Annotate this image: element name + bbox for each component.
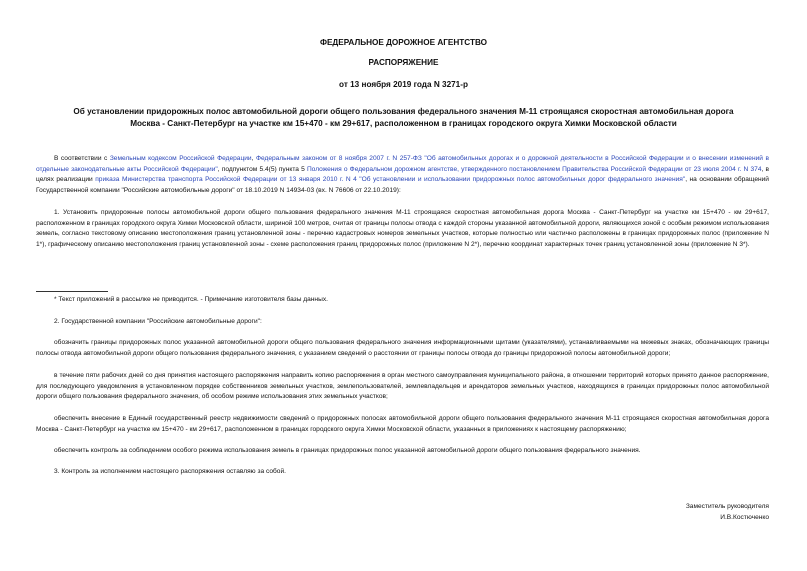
- item-2-paragraph: [36, 317, 769, 328]
- agency-name: ФЕДЕРАЛЬНОЕ ДОРОЖНОЕ АГЕНТСТВО: [319, 38, 488, 47]
- footnote-divider: [36, 291, 108, 292]
- signatory-position: Заместитель руководителя: [685, 503, 769, 510]
- item-2-text: 2. Государственной компании "Российские автомобильные дороги":: [54, 318, 262, 325]
- document-type: РАСПОРЯЖЕНИЕ: [368, 58, 439, 67]
- document-title-line-2: Москва - Санкт-Петербург на участке км 15+470 - км 29+617, расположенном в границах городского округа Химки Московской области: [130, 119, 677, 128]
- item-3-text: 3. Контроль за исполнением настоящего распоряжения оставляю за собой.: [54, 468, 286, 475]
- document-date-number: от 13 ноября 2019 года N 3271-р: [339, 80, 468, 89]
- preamble-text-1: В соответствии с: [54, 155, 110, 162]
- item-1-text: 1. Установить придорожные полосы автомобильной дороги общего пользования федерального значения М-11 строящаяся скоростная автомобильная дорога Москва - Санкт-Петербург на участке км 15+470 - км 29+617, расположенном в границах городского округа Химки Московской области, шириной 100 метров, считая от границы полосы отвода с каждой стороны указанной автомобильной дороги, являющихся зоной с особым режимом использования земель, согласно текстовому описанию местоположения границ установленной зоны - перечню кадастровых номеров земельных участков, которые полностью или частично расположены в границах придорожных полос (приложение N 1*), графическому описанию местоположения границ установленной зоны - схеме расположения границ придорожных полос (приложение N 2*), перечню координат характерных точек границ установленной зоны (приложение N 3*).: [36, 209, 769, 248]
- item-2-sub-a: [36, 338, 769, 359]
- ministry-order-link[interactable]: приказа Министерства транспорта Российской Федерации от 13 января 2010 г. N 4 "Об установлении и использовании придорожных полос автомобильных дорог федерального значения": [95, 176, 686, 184]
- preamble-text-2: ,: [251, 155, 256, 162]
- preamble-text-4: , в целях реализации: [36, 165, 769, 184]
- item-1-paragraph: [36, 208, 769, 250]
- item-2-sub-d-text: обеспечить контроль за соблюдением особого режима использования земель в границах придорожных полос указанной автомобильной дороги общего пользования федерального значения.: [54, 447, 641, 454]
- regulation-link[interactable]: Положения о Федеральном дорожном агентстве, утвержденного постановлением Правительства Российской Федерации от 23 июля 2004 г. N 374: [306, 165, 762, 173]
- footnote-paragraph: [36, 295, 769, 306]
- item-2-sub-b-text: в течение пяти рабочих дней со дня принятия настоящего распоряжения направить копию распоряжения в орган местного самоуправления муниципального района, в отношении территорий которых принято данное распоряжение, для последующего уведомления в установленном порядке собственников земельных участков, землепользователей, землевладельцев и арендаторов земельных участков, находящихся в границах придорожных полос автомобильной дороги общего пользования федерального значения, об особом режиме использования этих земельных участков;: [36, 372, 769, 401]
- item-2-sub-b: [36, 371, 769, 403]
- preamble-paragraph: [36, 154, 769, 196]
- item-2-sub-d: [36, 446, 769, 457]
- footnote-text: * Текст приложений в рассылке не приводится. - Примечание изготовителя базы данных.: [54, 296, 328, 303]
- item-2-sub-c: [36, 414, 769, 435]
- preamble-text-3: , подпунктом 5.4(5) пункта 5: [217, 165, 307, 173]
- item-2-sub-a-text: обозначить границы придорожных полос указанной автомобильной дороги общего пользования федерального значения информационными щитами (указателями), устанавливаемыми на межевых знаках, обозначающих границы полосы отвода автомобильной дороги общего пользования федерального значения, с указанием сведений о расстоянии от границы полосы отвода до границы придорожной полосы автомобильной дороги;: [36, 339, 769, 357]
- item-2-sub-c-text: обеспечить внесение в Единый государственный реестр недвижимости сведений о придорожных полосах автомобильной дороги общего пользования федерального значения М-11 строящаяся скоростная автомобильная дорога Москва - Санкт-Петербург на участке км 15+470 - км 29+617, расположенном в границах городского округа Химки Московской области, указанных в приложениях к настоящему распоряжению;: [36, 415, 769, 433]
- document-title-line-1: Об установлении придорожных полос автомобильной дороги общего пользования федерального значения М-11 строящаяся скоростная автомобильная дорога: [73, 107, 734, 116]
- land-code-link[interactable]: Земельным кодексом Российской Федерации: [109, 155, 252, 162]
- item-3-paragraph: [36, 467, 769, 478]
- signatory-name: И.В.Костюченко: [720, 514, 769, 521]
- federal-law-link[interactable]: Федеральным законом от 8 ноября 2007 г. N 257-ФЗ "Об автомобильных дорогах и о дорожной деятельности в Российской Федерации и о внесении изменений в отдельные законодательные акты Российской Федерации": [36, 155, 769, 173]
- preamble-text-5: , на основании обращений Государственной компании "Российские автомобильные дороги" от 18.10.2019 N 14934-03 (вх. N 76606 от 22.10.2019):: [36, 176, 769, 194]
